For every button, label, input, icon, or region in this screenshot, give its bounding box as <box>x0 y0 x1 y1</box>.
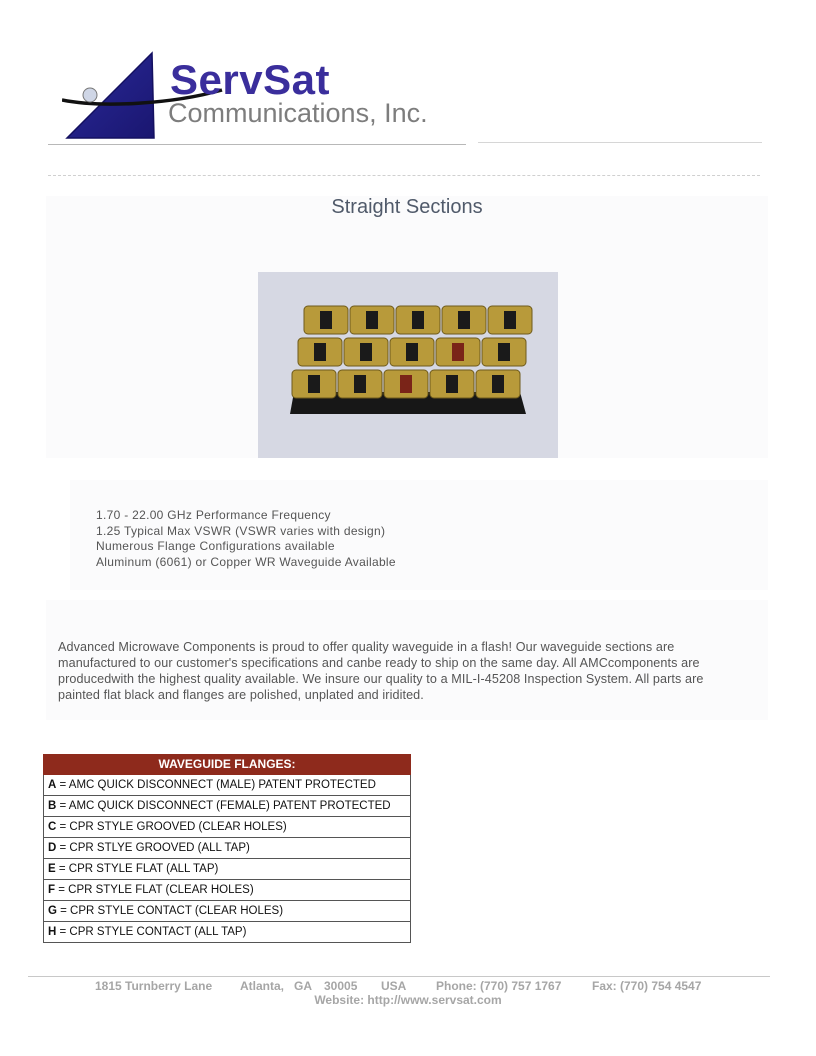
header-divider <box>48 144 466 145</box>
flange-image-aperture <box>504 311 516 329</box>
product-description: Advanced Microwave Components is proud to offer quality waveguide in a flash! Our waveguide sections are manufactured to our customer's specifications and canbe ready to ship on the same day. All AMCcomponents are producedwith the highest quality available. We insure our quality to a MIL-I-45208 Inspection System. All parts are painted flat black and flanges are polished, unplated and iridited. <box>58 640 704 702</box>
flange-row <box>43 775 411 796</box>
flange-desc: = AMC QUICK DISCONNECT (MALE) PATENT PROTECTED <box>56 779 376 791</box>
flange-image-aperture <box>366 311 378 329</box>
flange-code: G <box>48 905 57 917</box>
flange-code: B <box>48 800 57 812</box>
flange-image-aperture <box>412 311 424 329</box>
footer-fax: Fax: (770) 754 4547 <box>592 979 702 993</box>
flange-image-aperture <box>354 375 366 393</box>
spec-list <box>96 508 396 570</box>
footer-state: GA <box>294 979 312 993</box>
flange-image-aperture <box>492 375 504 393</box>
flange-desc: = AMC QUICK DISCONNECT (FEMALE) PATENT PROTECTED <box>56 800 391 812</box>
brand-name: ServSat <box>170 56 330 103</box>
spec-item: Aluminum (6061) or Copper WR Waveguide Available <box>96 554 396 569</box>
flange-image-aperture <box>400 375 412 393</box>
flange-row <box>43 817 411 838</box>
flange-row <box>43 880 411 901</box>
header-divider <box>48 175 760 176</box>
flange-desc: = CPR STYLE GROOVED (CLEAR HOLES) <box>56 821 287 833</box>
footer-street: 1815 Turnberry Lane <box>95 979 213 993</box>
flange-row <box>43 901 411 922</box>
flange-row <box>43 796 411 817</box>
flange-table-heading: WAVEGUIDE FLANGES: <box>43 754 411 775</box>
flange-image-aperture <box>458 311 470 329</box>
flange-image-aperture <box>314 343 326 361</box>
flange-image-aperture <box>498 343 510 361</box>
brand-subtitle: Communications, Inc. <box>168 98 428 128</box>
flange-row <box>43 859 411 880</box>
product-photo <box>258 272 558 458</box>
flange-image-aperture <box>406 343 418 361</box>
spec-item: 1.70 - 22.00 GHz Performance Frequency <box>96 508 331 522</box>
footer-phone: Phone: (770) 757 1767 <box>436 979 562 993</box>
page-title: Straight Sections <box>331 196 483 218</box>
flange-code: H <box>48 926 57 938</box>
flange-desc: = CPR STYLE CONTACT (CLEAR HOLES) <box>56 905 284 917</box>
spec-item: Numerous Flange Configurations available <box>96 539 335 553</box>
footer-city: Atlanta, <box>240 979 285 993</box>
flange-table <box>43 754 411 943</box>
flange-image-aperture <box>446 375 458 393</box>
header-divider <box>478 142 762 143</box>
flange-row <box>43 838 411 859</box>
flange-code: E <box>48 863 56 875</box>
flange-image-aperture <box>308 375 320 393</box>
flange-code: F <box>48 884 56 896</box>
footer-country: USA <box>381 979 407 993</box>
flange-desc: = CPR STLYE GROOVED (ALL TAP) <box>56 842 250 854</box>
flange-code: D <box>48 842 57 854</box>
footer-divider <box>28 976 770 977</box>
flange-image-aperture <box>360 343 372 361</box>
flange-desc: = CPR STYLE FLAT (ALL TAP) <box>55 863 219 875</box>
flange-desc: = CPR STYLE FLAT (CLEAR HOLES) <box>55 884 254 896</box>
flange-desc: = CPR STYLE CONTACT (ALL TAP) <box>56 926 247 938</box>
flange-image-aperture <box>452 343 464 361</box>
spec-item: 1.25 Typical Max VSWR (VSWR varies with design) <box>96 523 386 538</box>
footer-zip: 30005 <box>324 979 358 993</box>
footer-website: Website: http://www.servsat.com <box>314 993 502 1007</box>
flange-row <box>43 922 411 943</box>
flange-code: A <box>48 779 57 791</box>
flange-image-aperture <box>320 311 332 329</box>
flange-code: C <box>48 821 57 833</box>
